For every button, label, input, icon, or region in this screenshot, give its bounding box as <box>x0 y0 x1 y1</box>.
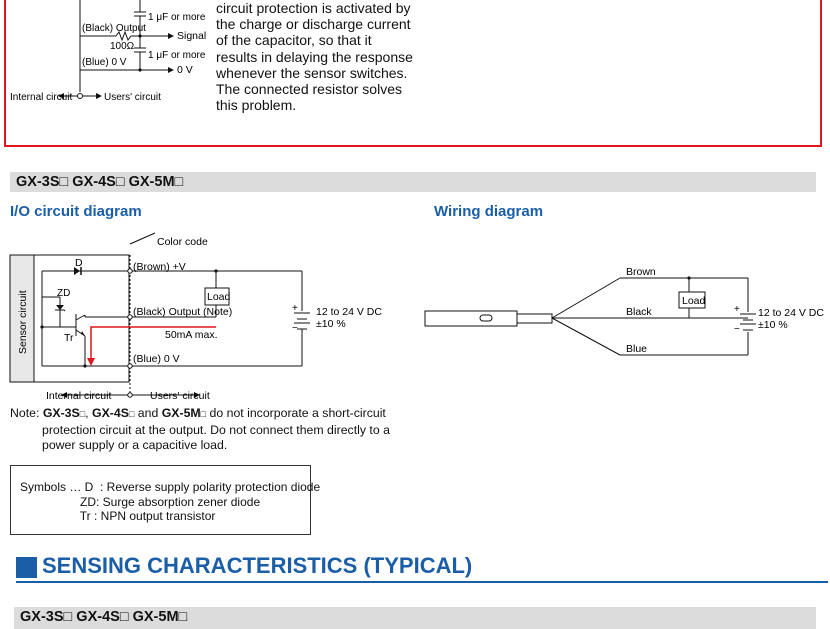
blue-wire-label: Blue <box>626 343 648 355</box>
tolerance-label: ±10 % <box>758 319 788 331</box>
symbol-line: Tr : NPN output transistor <box>20 509 216 523</box>
supply-label: 12 to 24 V DC <box>758 307 824 319</box>
models-band-2: GX-3S□ GX-4S□ GX-5M□ <box>14 607 816 629</box>
brown-wire-label: Brown <box>626 266 656 278</box>
io-circuit-diagram <box>0 230 400 405</box>
color-code-label: Color code <box>157 236 208 248</box>
sensor-circuit-label: Sensor circuit <box>17 290 29 354</box>
caution-line: of the capacitor, so that it <box>216 32 372 49</box>
section-marker <box>16 557 37 578</box>
note-prefix: Note: <box>10 406 43 420</box>
cap1-label: 1 μF or more <box>148 12 206 23</box>
caution-line: results in delaying the response <box>216 48 413 65</box>
wiring-diagram-title: Wiring diagram <box>434 203 544 220</box>
note-text: Note: GX-3S□, GX-4S□ and GX-5M□ do not incorporate a short-circuit protection circuit at the output. Do not connect them directly to a power supply or a capacitive load. <box>10 406 390 452</box>
blue-label: (Blue) 0 V <box>82 57 127 68</box>
caution-line: The connected resistor solves <box>216 81 402 98</box>
symbols-legend <box>10 465 321 535</box>
wiring-diagram <box>420 260 830 365</box>
section-title: SENSING CHARACTERISTICS (TYPICAL) <box>42 553 473 578</box>
supply-label: 12 to 24 V DC <box>316 306 382 318</box>
caution-text <box>216 0 416 113</box>
tolerance-label: ±10 % <box>316 318 346 330</box>
black-output-label: (Black) Output <box>82 23 146 34</box>
signal-label: Signal <box>177 30 207 42</box>
symbol-line: ZD: Surge absorption zener diode <box>20 494 261 509</box>
model-gx5m: GX-5M□ <box>161 406 207 420</box>
resistor-label: 100Ω <box>110 41 135 52</box>
minus-sign: − <box>734 324 740 335</box>
io-circuit-title: I/O circuit diagram <box>10 203 142 220</box>
models-band: GX-3S□ GX-4S□ GX-5M□ <box>10 172 816 192</box>
internal-circuit-label: Internal circuit <box>10 92 73 103</box>
caution-line: the charge or discharge current <box>216 16 411 33</box>
black-wire-label: Black <box>626 306 652 318</box>
caution-line: this problem. <box>216 97 297 114</box>
load-label: Load <box>207 291 231 303</box>
current-label: 50mA max. <box>165 329 218 341</box>
caution-line: circuit protection is activated by <box>216 0 411 16</box>
cap2-label: 1 μF or more <box>148 50 206 61</box>
tr-label: Tr <box>64 332 74 344</box>
model-gx4s: GX-4S□ <box>92 406 135 420</box>
note-line-2: protection circuit at the output. Do not connect them directly to a <box>42 422 390 437</box>
black-output-label: (Black) Output (Note) <box>133 306 233 318</box>
minus-sign: − <box>292 323 298 334</box>
diode-d-label: D <box>75 257 83 269</box>
users-circuit-label: Users' circuit <box>150 390 210 402</box>
section-rule <box>16 581 828 583</box>
plus-sign: + <box>734 304 740 315</box>
users-circuit-label: Users' circuit <box>104 92 161 103</box>
zero-v-label: 0 V <box>177 64 193 76</box>
sensor-head <box>425 311 517 326</box>
load-label: Load <box>682 295 706 307</box>
caution-line: whenever the sensor switches. <box>216 64 408 81</box>
model-gx3s: GX-3S□ <box>42 406 86 420</box>
plus-sign: + <box>292 303 298 314</box>
internal-circuit-label: Internal circuit <box>46 390 112 402</box>
blue-label: (Blue) 0 V <box>133 353 180 365</box>
symbol-line: Symbols … D : Reverse supply polarity protection diode <box>20 480 321 494</box>
note-rest: do not incorporate a short-circuit <box>206 406 386 420</box>
zd-label: ZD <box>57 288 71 299</box>
note-line-3: power supply or a capacitive load. <box>42 438 228 452</box>
brown-label: (Brown) +V <box>133 261 186 273</box>
capacitor-circuit-diagram <box>0 0 210 110</box>
